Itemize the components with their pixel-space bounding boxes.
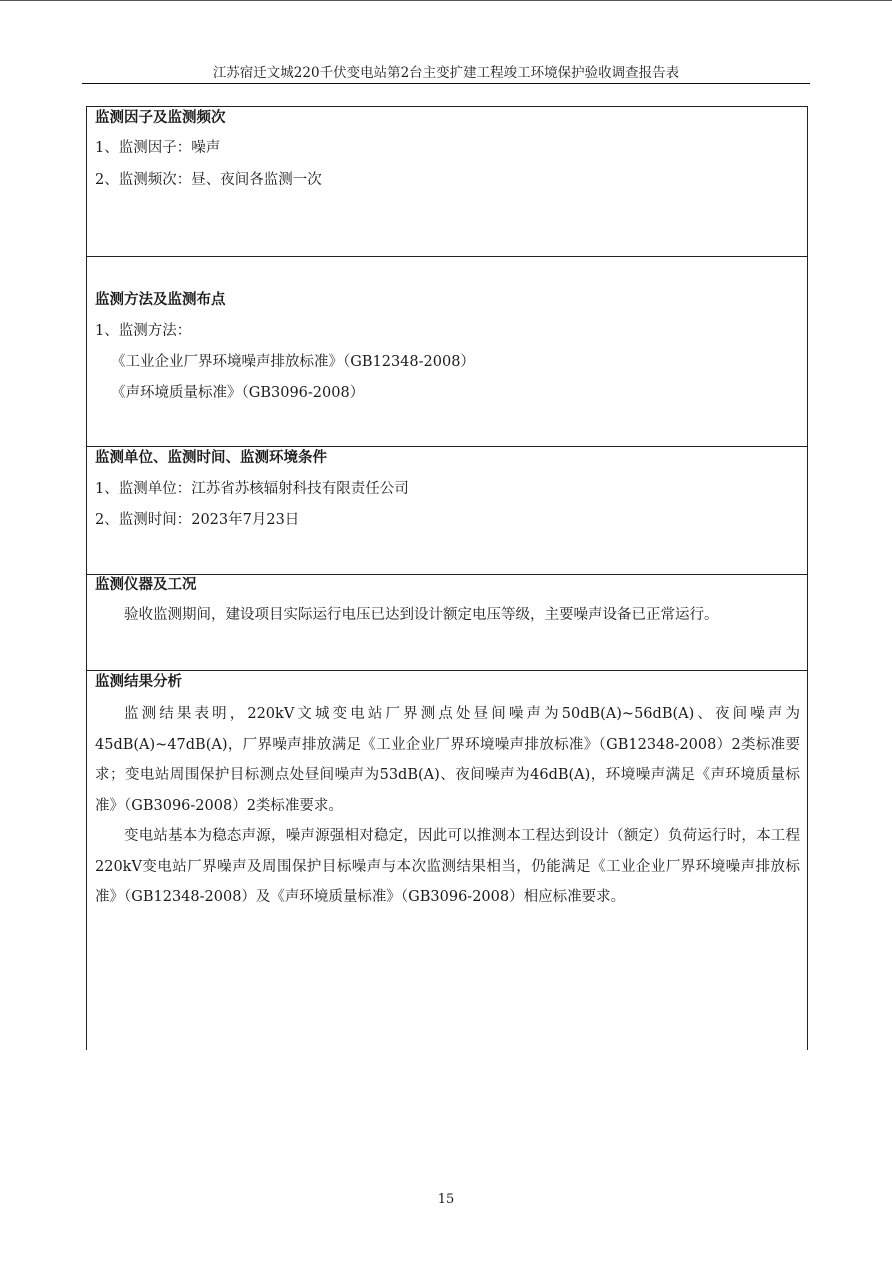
section-monitoring-methods [87,257,807,447]
factor-line: 1、监测因子：噪声 [95,140,221,156]
header-rule [82,83,810,84]
section-monitoring-unit [87,447,807,575]
results-paragraph: 变电站基本为稳态声源，噪声源强相对稳定，因此可以推测本工程达到设计（额定）负荷运行时，本工程220kV变电站厂界噪声及周围保护目标噪声与本次监测结果相当，仍能满足《工业企业厂界环境噪声排放标准》（GB12348-2008）及《声环境质量标准》（GB3096-2008）相应标准要求。 [95,828,800,905]
section-title: 监测因子及监测频次 [95,109,226,126]
standard-citation: 《工业企业厂界环境噪声排放标准》（GB12348-2008） [111,354,475,370]
instruments-paragraph: 验收监测期间，建设项目实际运行电压已达到设计额定电压等级，主要噪声设备已正常运行。 [124,607,719,623]
section-monitoring-factors [87,107,807,257]
top-border [0,0,892,1]
section-instruments [87,575,807,671]
running-header: 江苏宿迁文城220千伏变电站第2台主变扩建工程竣工环境保护验收调查报告表 [212,65,680,81]
unit-line: 1、监测单位：江苏省苏核辐射科技有限责任公司 [95,481,409,497]
section-title: 监测方法及监测布点 [95,291,226,308]
standard-citation: 《声环境质量标准》（GB3096-2008） [111,385,365,401]
section-title: 监测仪器及工况 [95,576,197,593]
method-line: 1、监测方法： [95,323,192,339]
page-number: 15 [437,1192,455,1207]
section-title: 监测结果分析 [95,673,182,690]
time-line: 2、监测时间：2023年7月23日 [95,512,300,528]
frequency-line: 2、监测频次：昼、夜间各监测一次 [95,172,322,188]
section-title: 监测单位、监测时间、监测环境条件 [95,449,327,466]
results-paragraph: 监测结果表明，220kV文城变电站厂界测点处昼间噪声为50dB(A)~56dB(A)、夜间噪声为45dB(A)~47dB(A)，厂界噪声排放满足《工业企业厂界环境噪声排放标准》（GB12348-2008）2类标准要求；变电站周围保护目标测点处昼间噪声为53dB(A)、夜间噪声为46dB(A)，环境噪声满足《声环境质量标准》（GB3096-2008）2类标准要求。 [95,706,800,814]
report-table [86,106,808,1050]
section-results [87,671,807,1051]
